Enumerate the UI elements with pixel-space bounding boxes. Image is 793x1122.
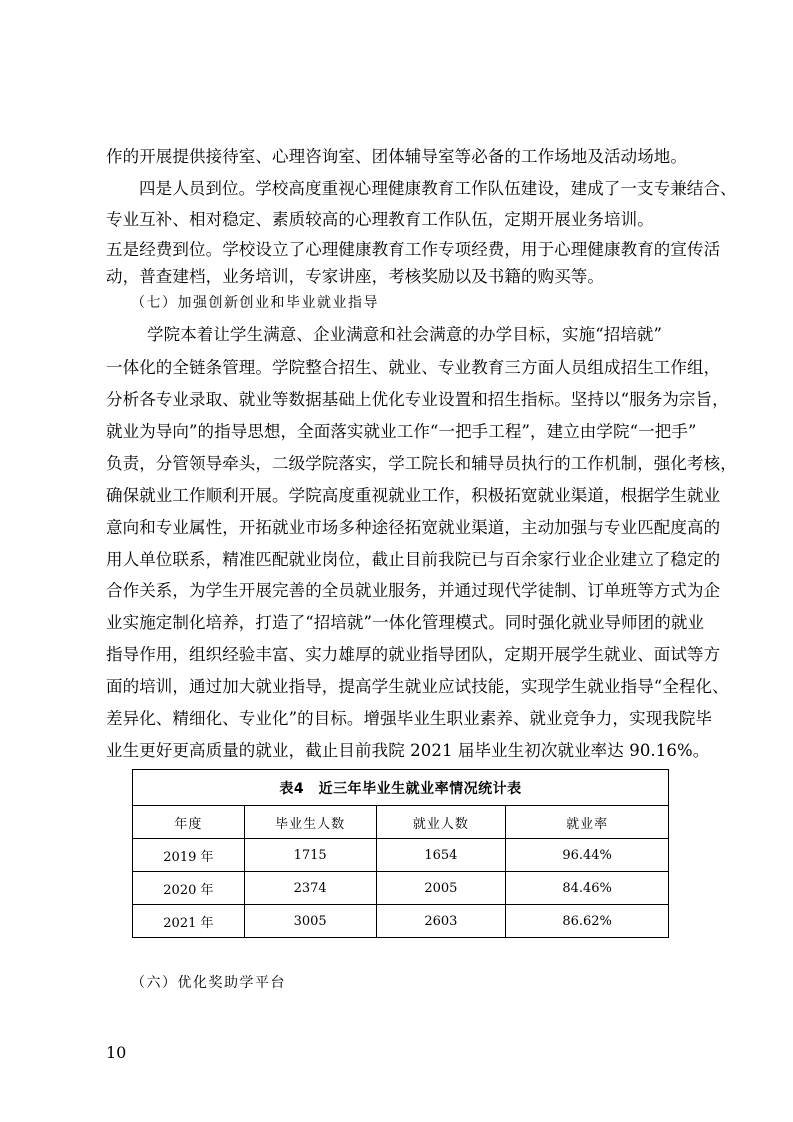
paragraph-line: 专业互补、相对稳定、素质较高的心理教育工作队伍，定期开展业务培训。	[106, 210, 654, 229]
table-header-row	[133, 806, 669, 839]
paragraph-line: 意向和专业属性，开拓就业市场多种途径拓宽就业渠道，主动加强与专业匹配度高的	[106, 518, 721, 537]
paragraph-line: 分析各专业录取、就业等数据基础上优化专业设置和招生指标。坚持以“服务为宗旨，	[106, 390, 729, 409]
cell-employed: 2005	[376, 872, 506, 905]
paragraph-line: 用人单位联系，精准匹配就业岗位，截止目前我院已与百余家行业企业建立了稳定的	[106, 550, 721, 569]
paragraph-line: 五是经费到位。学校设立了心理健康教育工作专项经费，用于心理健康教育的宣传活	[106, 240, 721, 259]
paragraph-line: 指导作用，组织经验丰富、实力雄厚的就业指导团队，定期开展学生就业、面试等方	[106, 645, 721, 664]
paragraph-line: 业生更好更高质量的就业，截止目前我院 2021 届毕业生初次就业率达 90.16%。	[106, 741, 710, 760]
paragraph-line: 业实施定制化培养，打造了“招培就”一体化管理模式。同时强化就业导师团的就业	[106, 613, 705, 632]
employment-rate-table	[132, 769, 669, 938]
cell-employed: 2603	[376, 905, 506, 938]
cell-employment-rate: 96.44%	[506, 839, 669, 872]
paragraph-line: 就业为导向”的指导思想，全面落实就业工作“一把手工程”，建立由学院“一把手”	[106, 422, 697, 441]
paragraph-line: 四是人员到位。学校高度重视心理健康教育工作队伍建设，建成了一支专兼结合、	[139, 179, 737, 198]
cell-graduates: 2374	[244, 872, 376, 905]
table-caption: 表4 近三年毕业生就业率情况统计表	[133, 770, 669, 806]
cell-year: 2020 年	[133, 872, 245, 905]
table-caption-row	[133, 770, 669, 806]
cell-employed: 1654	[376, 839, 506, 872]
header-employed: 就业人数	[376, 806, 506, 839]
paragraph-line: 负责，分管领导牵头，二级学院落实，学工院长和辅导员执行的工作机制，强化考核，	[106, 454, 737, 473]
table-row	[133, 872, 669, 905]
table-row	[133, 839, 669, 872]
paragraph-line: 合作关系，为学生开展完善的全员就业服务，并通过现代学徒制、订单班等方式为企	[106, 581, 721, 600]
paragraph-line: 作的开展提供接待室、心理咨询室、团体辅导室等必备的工作场地及活动场地。	[106, 147, 687, 166]
cell-year: 2021 年	[133, 905, 245, 938]
cell-graduates: 3005	[244, 905, 376, 938]
cell-employment-rate: 86.62%	[506, 905, 669, 938]
paragraph-line: 学院本着让学生满意、企业满意和社会满意的办学目标，实施“招培就”	[147, 325, 663, 344]
section-heading: （七）加强创新创业和毕业就业指导	[131, 295, 379, 311]
cell-year: 2019 年	[133, 839, 245, 872]
paragraph-line: 差异化、精细化、专业化”的目标。增强毕业生职业素养、就业竞争力，实现我院毕	[106, 709, 713, 728]
paragraph-line: 面的培训，通过加大就业指导，提高学生就业应试技能，实现学生就业指导“全程化、	[106, 677, 729, 696]
cell-employment-rate: 84.46%	[506, 872, 669, 905]
header-graduates: 毕业生人数	[244, 806, 376, 839]
header-year: 年度	[133, 806, 245, 839]
header-employment-rate: 就业率	[506, 806, 669, 839]
page-number: 10	[106, 1043, 127, 1062]
paragraph-line: 确保就业工作顺利开展。学院高度重视就业工作，积极拓宽就业渠道，根据学生就业	[106, 486, 721, 505]
cell-graduates: 1715	[244, 839, 376, 872]
table-row	[133, 905, 669, 938]
paragraph-line: 动，普查建档，业务培训，专家讲座，考核奖励以及书籍的购买等。	[106, 267, 604, 286]
section-heading: （六）优化奖助学平台	[131, 975, 286, 991]
paragraph-line: 一体化的全链条管理。学院整合招生、就业、专业教育三方面人员组成招生工作组，	[106, 358, 721, 377]
